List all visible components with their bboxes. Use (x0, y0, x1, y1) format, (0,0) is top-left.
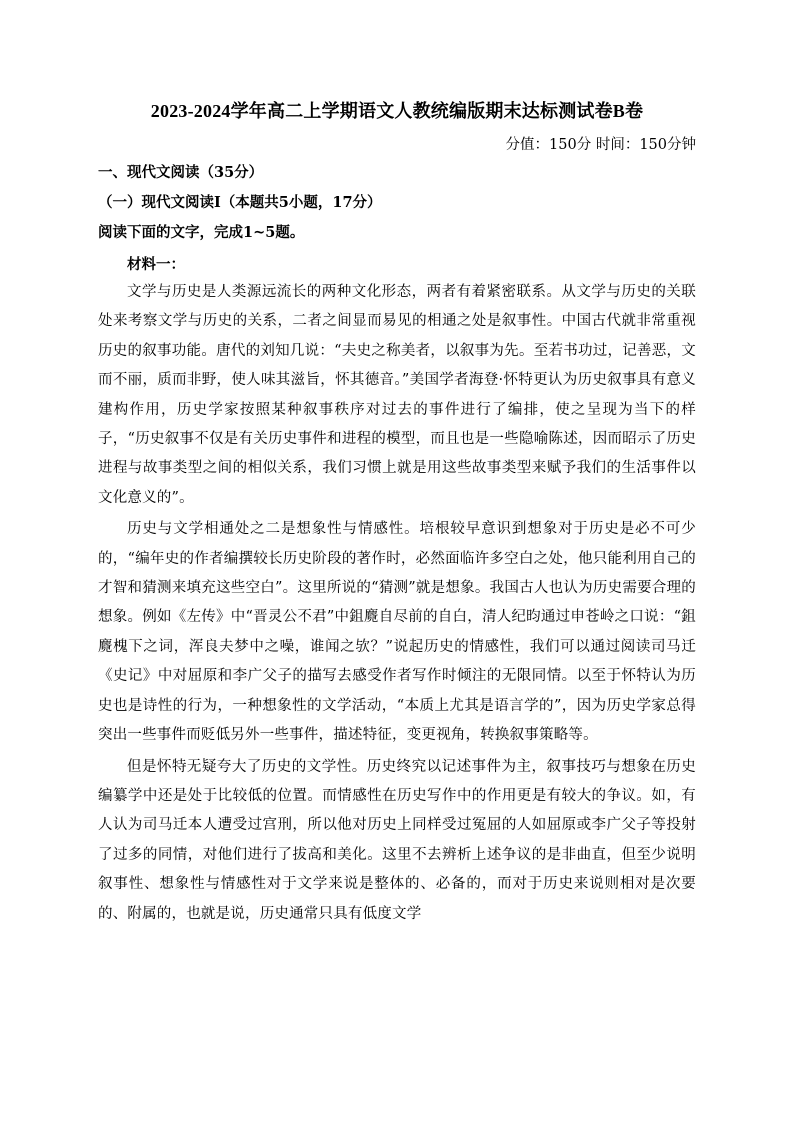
document-title: 2023-2024学年高二上学期语文人教统编版期末达标测试卷B卷 (150, 101, 644, 121)
paragraph-3: 但是怀特无疑夸大了历史的文学性。历史终究以记述事件为主，叙事技巧与想象在历史编纂学中还是处于比较低的位置。而情感性在历史写作中的作用更是有较大的争议。如，有人认为司马迁本人遭受过宫刑，所以他对历史上同样受过冤屈的人如屈原或李广父子等投射了过多的同情，对他们进行了拔高和美化。这里不去辨析上述争议的是非曲直，但至少说明叙事性、想象性与情感性对于文学来说是整体的、必备的，而对于历史来说则相对是次要的、附属的，也就是说，历史通常只具有低度文学 (98, 758, 696, 922)
paragraph-1: 文学与历史是人类源远流长的两种文化形态，两者有着紧密联系。从文学与历史的关联处来考察文学与历史的关系，二者之间显而易见的相通之处是叙事性。中国古代就非常重视历史的叙事功能。唐代的刘知几说：“夫史之称美者，以叙事为先。至若书功过，记善恶，文而不丽，质而非野，使人味其滋旨，怀其德音。”美国学者海登·怀特更认为历史叙事具有意义建构作用，历史学家按照某种叙事秩序对过去的事件进行了编排，使之呈现为当下的样子，“历史叙事不仅是有关历史事件和进程的模型，而且也是一些隐喻陈述，因而昭示了历史进程与故事类型之间的相似关系，我们习惯上就是用这些故事类型来赋予我们的生活事件以文化意义的”。 (98, 284, 696, 506)
subsection-heading: （一）现代文阅读Ⅰ（本题共5小题，17分） (98, 194, 382, 211)
score-time-info: 分值：150分 时间：150分钟 (505, 137, 696, 153)
section-heading: 一、现代文阅读（35分） (98, 164, 264, 181)
reading-instruction: 阅读下面的文字，完成1~5题。 (98, 224, 305, 241)
paragraph-2: 历史与文学相通处之二是想象性与情感性。培根较早意识到想象对于历史是必不可少的，“编年史的作者编撰较长历史阶段的著作时，必然面临许多空白之处，他只能利用自己的才智和猜测来填充这些空白”。这里所说的“猜测”就是想象。我国古人也认为历史需要合理的想象。例如《左传》中“晋灵公不君”中鉏麑自尽前的自白，清人纪昀通过申苍岭之口说：“鉏麑槐下之词，浑良夫梦中之噪，谁闻之欤？”说起历史的情感性，我们可以通过阅读司马迁《史记》中对屈原和李广父子的描写去感受作者写作时倾注的无限同情。以至于怀特认为历史也是诗性的行为，一种想象性的文学活动，“本质上尤其是语言学的”，因为历史学家总得突出一些事件而贬低另外一些事件，描述特征，变更视角，转换叙事策略等。 (98, 521, 696, 744)
material-label: 材料一： (127, 256, 185, 273)
